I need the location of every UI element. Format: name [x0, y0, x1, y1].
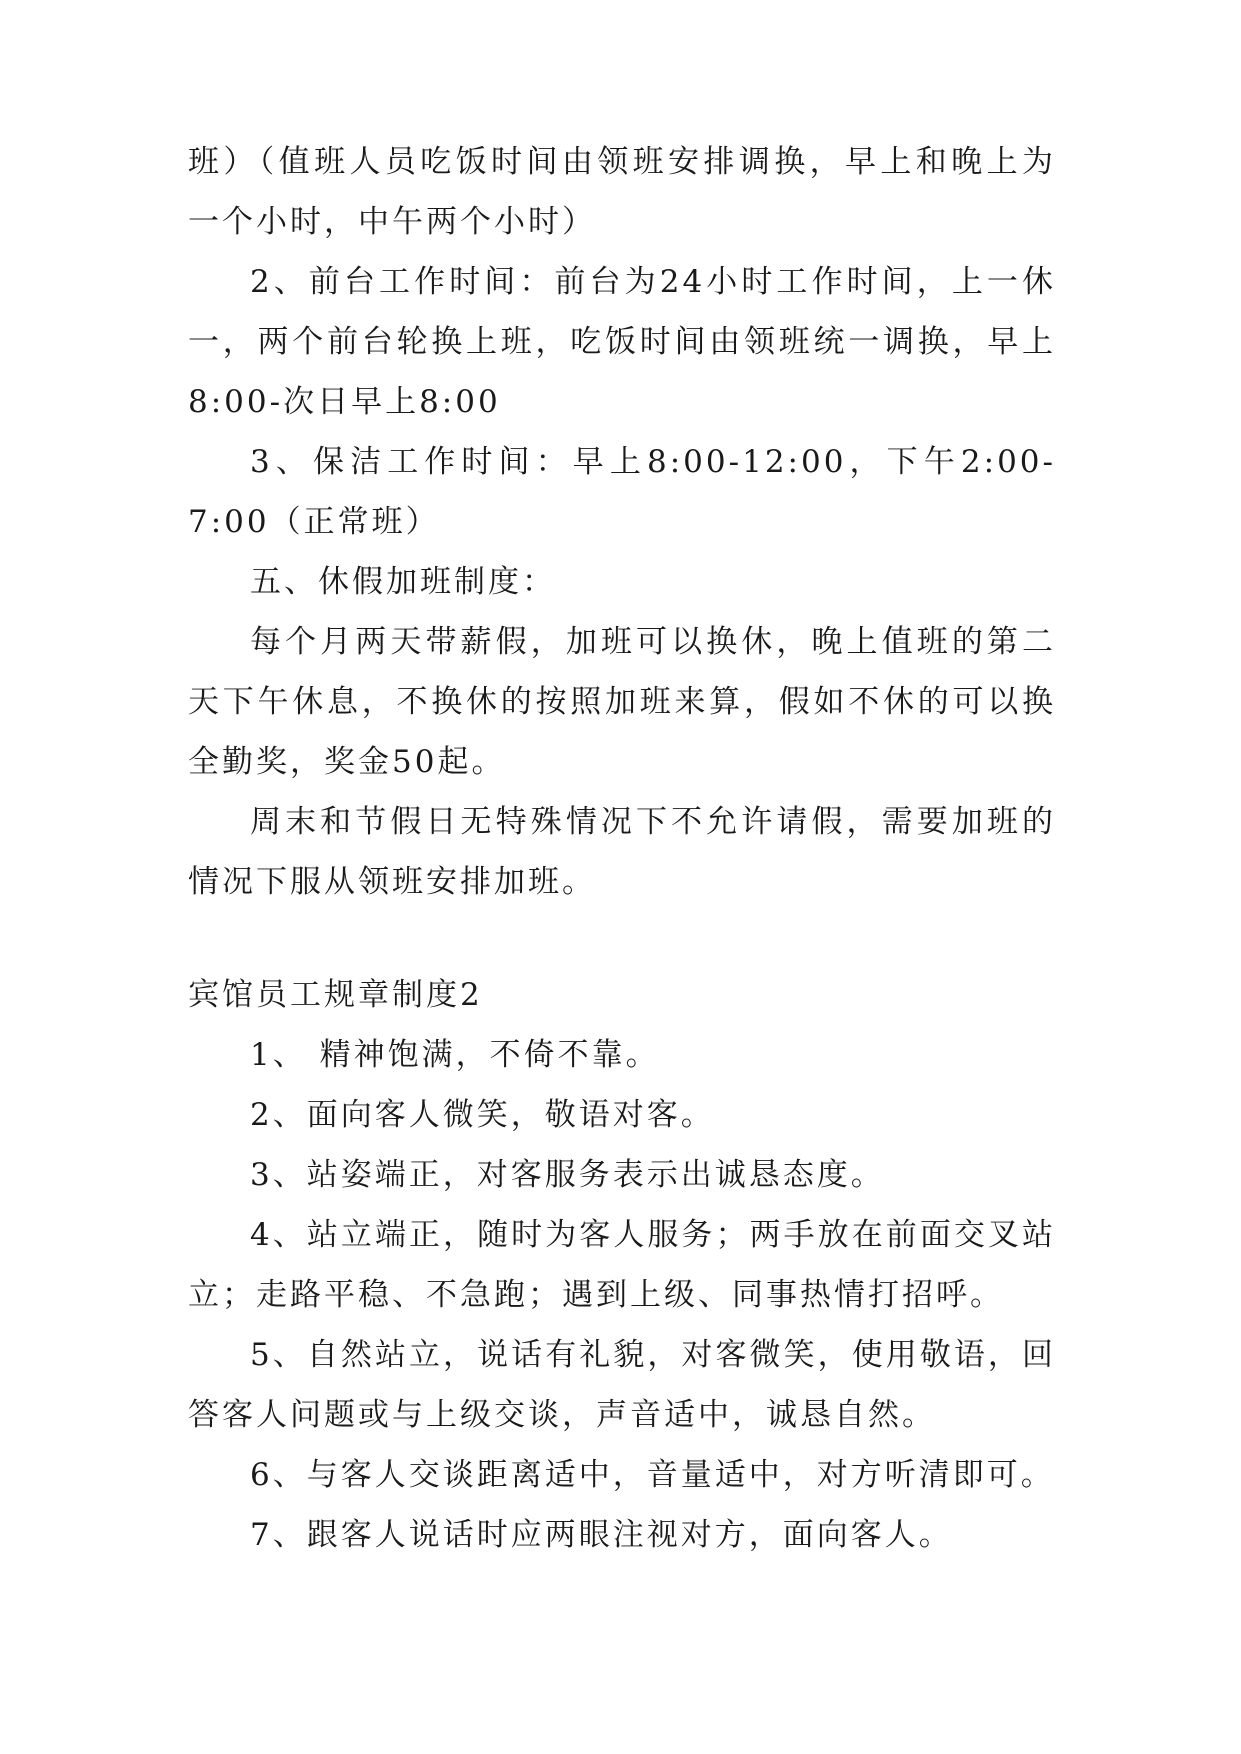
- rule-item: 5、自然站立，说话有礼貌，对客微笑，使用敬语，回答客人问题或与上级交谈，声音适中，诚恳自然。: [188, 1337, 1056, 1433]
- paragraph-front-desk-hours: 2、前台工作时间：前台为24小时工作时间，上一休一，两个前台轮换上班，吃饭时间由领班统一调换，早上8:00-次日早上8:00: [188, 264, 1056, 420]
- document-body: [188, 132, 1056, 1565]
- paragraph-holiday-leave: 周末和节假日无特殊情况下不允许请假，需要加班的情况下服从领班安排加班。: [188, 804, 1056, 900]
- rule-item: 4、站立端正，随时为客人服务；两手放在前面交叉站立；走路平稳、不急跑；遇到上级、同事热情打招呼。: [188, 1217, 1056, 1313]
- rule-item: 7、跟客人说话时应两眼注视对方，面向客人。: [250, 1517, 953, 1553]
- paragraph-continued-shift-note: 班）（值班人员吃饭时间由领班安排调换，早上和晚上为一个小时，中午两个小时）: [188, 144, 1056, 240]
- section-heading-leave-overtime: 五、休假加班制度：: [250, 564, 556, 600]
- rule-item: 3、站姿端正，对客服务表示出诚恳态度。: [250, 1157, 885, 1193]
- rule-item: 1、 精神饱满，不倚不靠。: [250, 1037, 660, 1073]
- paragraph-paid-leave: 每个月两天带薪假，加班可以换休，晚上值班的第二天下午休息，不换休的按照加班来算，假如不休的可以换全勤奖，奖金50起。: [188, 624, 1056, 780]
- rule-item: 6、与客人交谈距离适中，音量适中，对方听清即可。: [250, 1457, 1055, 1493]
- section-title: 宾馆员工规章制度2: [188, 977, 483, 1013]
- paragraph-cleaning-hours: 3、保洁工作时间：早上8:00-12:00，下午2:00-7:00（正常班）: [188, 444, 1056, 540]
- rule-item: 2、面向客人微笑，敬语对客。: [250, 1097, 715, 1133]
